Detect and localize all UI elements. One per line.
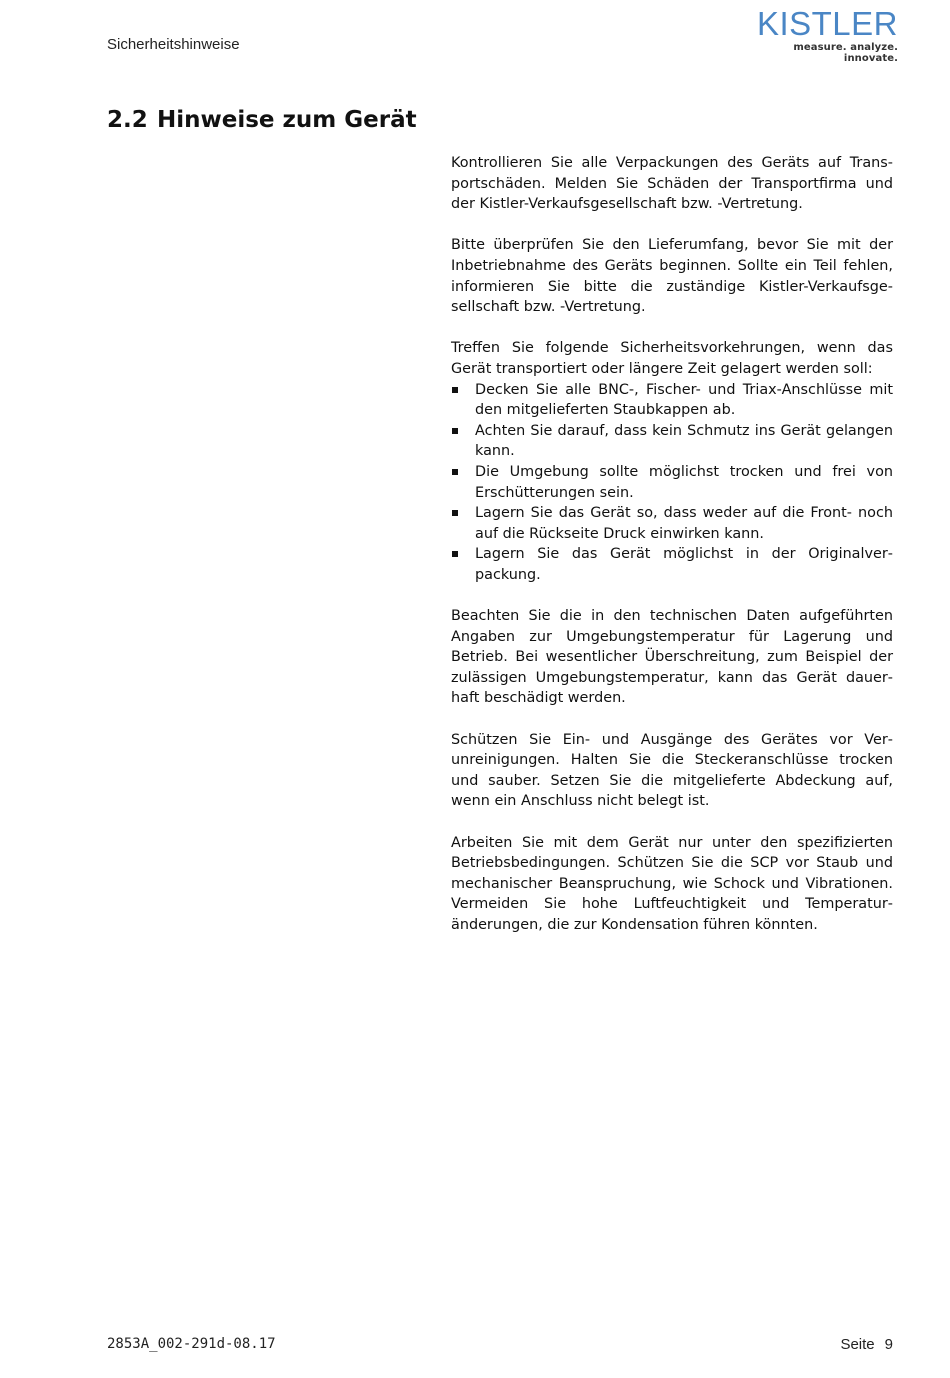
paragraph-temperature: Beachten Sie die in den technischen Daten aufgeführten Angaben zur Umgebungstemperatur für Lagerung und Betrieb. Bei wesentlicher Überschreitung, zum Beispiel der zulässigen Umgebungstemperatur, kann das Gerät dauerhaft beschädigt werden.: [451, 608, 893, 707]
bullet-marker: [452, 551, 458, 557]
page-number-value: 9: [884, 1336, 893, 1353]
paragraph-packaging-check: Kontrollieren Sie alle Verpackungen des Geräts auf Transportschäden. Melden Sie Schäden der Transportfirma und der Kistler-Verkaufsgesellschaft bzw. -Vertretung.: [451, 155, 893, 213]
paragraph-delivery-check: Bitte überprüfen Sie den Lieferumfang, bevor Sie mit der Inbetriebnahme des Geräts beginnen. Sollte ein Teil fehlen, informieren Sie bitte die zuständige Kistler-Verkaufsgesellschaft bzw. -Vertretung.: [451, 237, 893, 316]
list-item: Die Umgebung sollte möglichst trocken und frei von Erschütterungen sein.: [451, 462, 893, 503]
bullet-marker: [452, 469, 458, 475]
list-item: Lagern Sie das Gerät möglichst in der Originalverpackung.: [451, 544, 893, 585]
paragraph-storage-intro: Treffen Sie folgende Sicherheitsvorkehrungen, wenn das Gerät transportiert oder längere Zeit gelagert werden soll:: [451, 340, 893, 377]
body-text: [451, 153, 893, 956]
list-item: Achten Sie darauf, dass kein Schmutz ins Gerät gelangen kann.: [451, 421, 893, 462]
logo-tagline: measure. analyze. innovate.: [793, 42, 898, 64]
section-heading: [107, 105, 417, 135]
logo-wordmark: KISTLER: [756, 5, 898, 42]
paragraph-operating-conditions: Arbeiten Sie mit dem Gerät nur unter den spezifizierten Betriebsbedingungen. Schützen Sie die SCP vor Staub und mechanischer Beanspruchung, wie Schock und Vibrationen. Vermeiden Sie hohe Luftfeuchtigkeit und Temperaturänderungen, die zur Kondensation führen könnten.: [451, 834, 893, 933]
list-item: Lagern Sie das Gerät so, dass weder auf die Front- noch auf die Rückseite Druck einwirken kann.: [451, 503, 893, 544]
running-header: Sicherheitshinweise: [107, 36, 240, 53]
kistler-logo: [748, 6, 898, 64]
bullet-marker: [452, 387, 458, 393]
section-title: Hinweise zum Gerät: [157, 107, 417, 133]
section-number: 2.2: [107, 107, 148, 133]
paragraph-connectors: Schützen Sie Ein- und Ausgänge des Gerätes vor Verunreinigungen. Halten Sie die Steckeranschlüsse trocken und sauber. Setzen Sie die mitgelieferte Abdeckung auf, wenn ein Anschluss nicht belegt ist.: [451, 731, 893, 810]
list-item: Decken Sie alle BNC-, Fischer- und Triax-Anschlüsse mit den mitgelieferten Staubkappen ab.: [451, 380, 893, 421]
page-number: [840, 1336, 893, 1353]
storage-precautions-list: [451, 380, 893, 586]
bullet-marker: [452, 428, 458, 434]
bullet-marker: [452, 510, 458, 516]
page-label: Seite: [840, 1336, 875, 1353]
document-id: 2853A_002-291d-08.17: [107, 1336, 276, 1352]
